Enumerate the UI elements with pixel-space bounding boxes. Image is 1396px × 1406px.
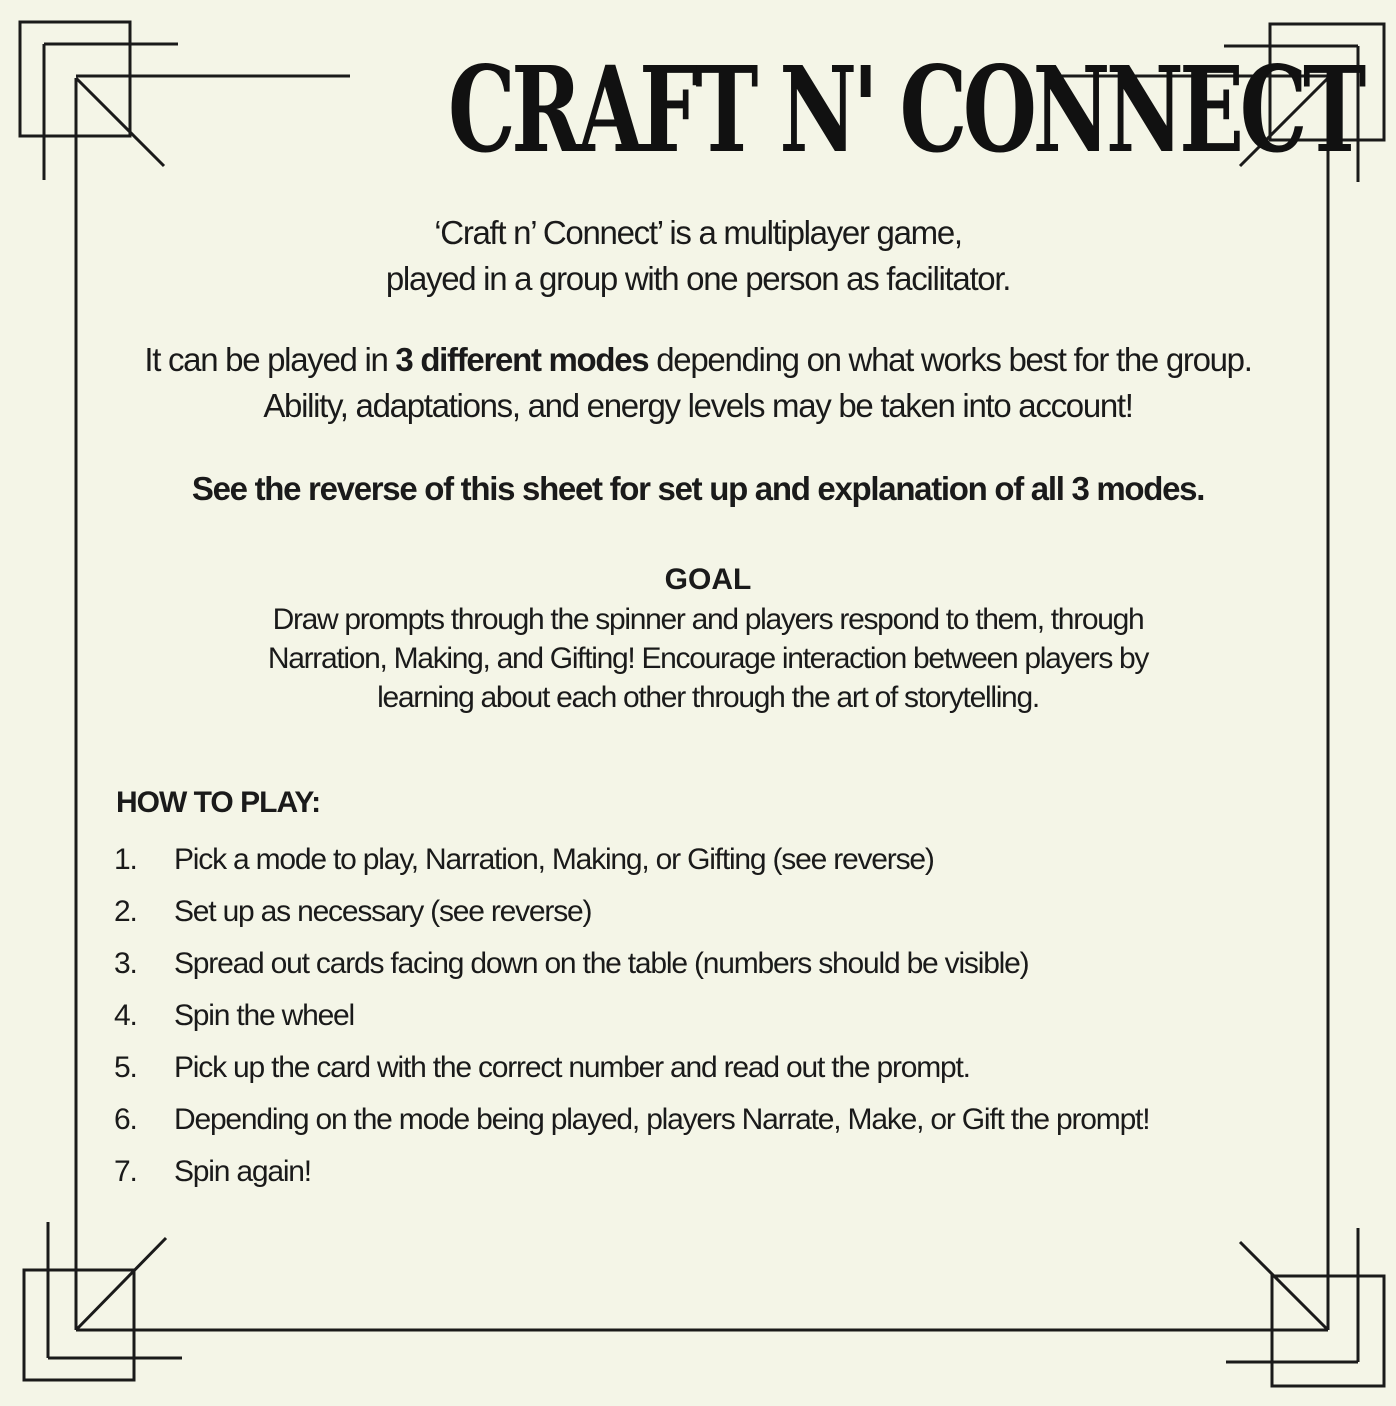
goal-line: Narration, Making, and Gifting! Encourage interaction between players by — [267, 642, 1149, 675]
step-text: Pick a mode to play, Narration, Making, or Gifting (see reverse) — [174, 843, 934, 876]
goal-line: learning about each other through the art of storytelling. — [377, 681, 1039, 714]
step-text: Spin again! — [174, 1155, 311, 1188]
corner-ornament-bottom-right — [1226, 1228, 1384, 1386]
list-item — [114, 938, 1294, 990]
list-item — [114, 1146, 1294, 1198]
modes-suffix: depending on what works best for the group. — [648, 341, 1252, 378]
corner-ornament-bottom-left — [24, 1222, 182, 1380]
step-text: Spin the wheel — [174, 999, 355, 1032]
modes-paragraph — [0, 337, 1396, 429]
intro-line: played in a group with one person as facilitator. — [385, 260, 1011, 297]
list-item — [114, 834, 1294, 886]
reverse-note: See the reverse of this sheet for set up and explanation of all 3 modes. — [191, 470, 1205, 507]
step-text: Pick up the card with the correct number and read out the prompt. — [174, 1051, 970, 1084]
modes-line: Ability, adaptations, and energy levels may be taken into account! — [263, 387, 1133, 424]
intro-paragraph — [0, 210, 1396, 302]
modes-prefix: It can be played in — [144, 341, 396, 378]
step-text: Depending on the mode being played, players Narrate, Make, or Gift the prompt! — [174, 1103, 1150, 1136]
step-number: 2. — [114, 895, 137, 928]
step-number: 4. — [114, 999, 137, 1032]
step-number: 3. — [114, 947, 137, 980]
step-number: 5. — [114, 1051, 137, 1084]
steps-list — [114, 834, 1294, 1198]
list-item — [114, 1094, 1294, 1146]
goal-description — [0, 600, 1396, 717]
step-number: 6. — [114, 1103, 137, 1136]
goal-line: Draw prompts through the spinner and players respond to them, through — [272, 603, 1144, 636]
how-to-play-heading: HOW TO PLAY: — [116, 786, 321, 819]
step-number: 1. — [114, 843, 137, 876]
list-item — [114, 886, 1294, 938]
step-number: 7. — [114, 1155, 137, 1188]
step-text: Spread out cards facing down on the table (numbers should be visible) — [174, 947, 1029, 980]
modes-bold: 3 different modes — [395, 341, 649, 378]
intro-line: ‘Craft n’ Connect’ is a multiplayer game, — [434, 214, 962, 251]
page-title: CRAFT N' CONNECT — [448, 40, 1362, 179]
goal-heading: GOAL — [664, 563, 752, 596]
corner-ornament-top-left — [20, 22, 178, 180]
list-item — [114, 1042, 1294, 1094]
modes-line — [0, 337, 1396, 383]
list-item — [114, 990, 1294, 1042]
step-text: Set up as necessary (see reverse) — [174, 895, 592, 928]
